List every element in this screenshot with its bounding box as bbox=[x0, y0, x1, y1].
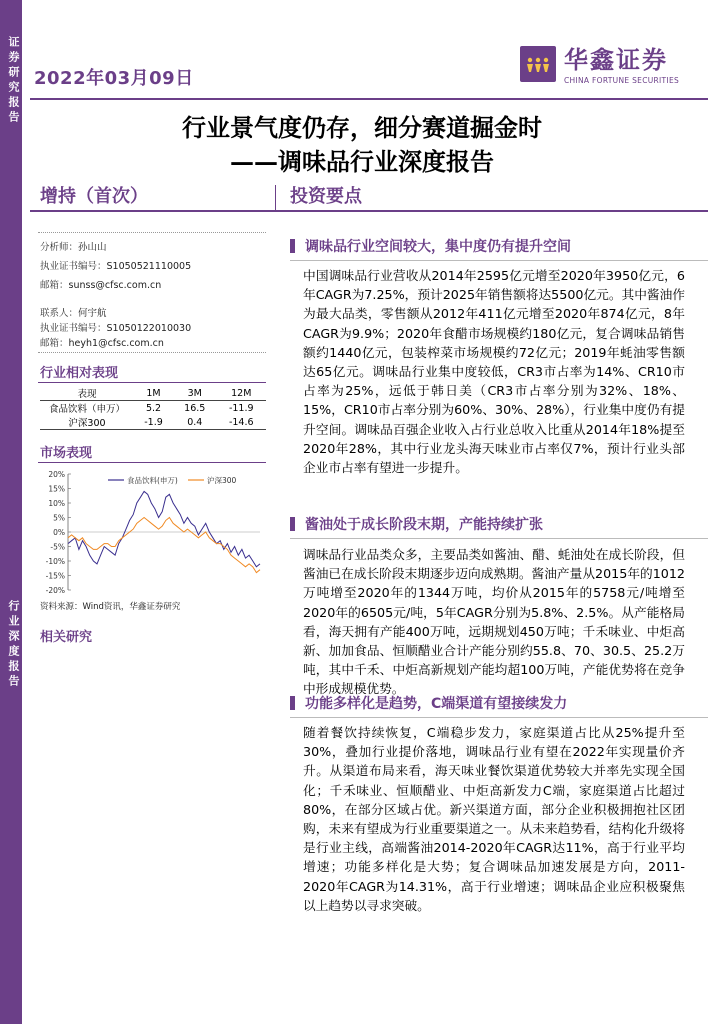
legend-label-2: 沪深300 bbox=[207, 476, 237, 485]
perf-header: 12M bbox=[217, 386, 266, 401]
side-label-top: 证券研究报告 bbox=[7, 36, 20, 126]
heading-marker-icon bbox=[290, 696, 295, 710]
report-title: 行业景气度仍存，细分赛道掘金时 bbox=[182, 113, 542, 142]
y-tick-label: 0% bbox=[53, 528, 65, 537]
logo-english-name: CHINA FORTUNE SECURITIES bbox=[564, 76, 680, 85]
chart-source: 资料来源：Wind资讯，华鑫证券研究 bbox=[40, 602, 181, 612]
y-tick-label: -15% bbox=[45, 571, 65, 581]
analyst-email: 邮箱：sunss@cfsc.com.cn bbox=[40, 280, 162, 291]
heading-divider bbox=[290, 538, 708, 539]
analyst-email-link[interactable]: sunss@cfsc.com.cn bbox=[68, 280, 162, 291]
analyst-cert: 执业证书编号：S1050521110005 bbox=[40, 261, 192, 272]
side-label-bottom: 行业深度报告 bbox=[7, 600, 20, 690]
market-chart bbox=[38, 468, 266, 596]
performance-table bbox=[40, 386, 266, 430]
perf-header: 1M bbox=[134, 386, 173, 401]
table-row: 沪深300 -1.9 0.4 -14.6 bbox=[40, 415, 266, 430]
market-title: 市场表现 bbox=[40, 446, 93, 461]
section-heading-3: 功能多样化是趋势，C端渠道有望接续发力 bbox=[290, 693, 567, 713]
report-date: 2022年03月09日 bbox=[34, 68, 194, 89]
y-tick-label: -5% bbox=[50, 542, 65, 552]
section-body-2: 调味品行业品类众多，主要品类如酱油、醋、蚝油处在成长阶段，但酱油已在成长阶段末期逐步迈向成熟期。酱油产量从2015年的1012万吨增至2020年的1344万吨，均价从2015年的5758元/吨增至2020年的6505元/吨，5年CAGR分别为5.8%、2.5%。从产能格局看，海天拥有产能400万吨，远期规划450万吨；千禾味业、中炬高新、加加食品、恒顺醋业合计产能分别约55.8、70、30.5、25.2万吨，其中千禾、中炬高新规划产能均超100万吨，产能优势将在竞争中形成规模优势。 bbox=[303, 547, 685, 697]
section-heading-2: 酱油处于成长阶段末期，产能持续扩张 bbox=[290, 514, 543, 534]
y-tick-label: -20% bbox=[45, 586, 65, 595]
related-title: 相关研究 bbox=[40, 630, 93, 645]
rating-label: 增持（首次） bbox=[40, 186, 148, 207]
heading-divider bbox=[290, 260, 708, 261]
heading-marker-icon bbox=[290, 517, 295, 531]
heading-divider bbox=[290, 717, 708, 718]
y-tick-label: -10% bbox=[45, 557, 65, 566]
perf-title: 行业相对表现 bbox=[40, 366, 119, 381]
analyst-name: 分析师：孙山山 bbox=[40, 242, 107, 253]
section-body-1: 中国调味品行业营收从2014年2595亿元增至2020年3950亿元，6年CAGR为7.25%，预计2025年销售额将达5500亿元。其中酱油作为最大品类，零售额从2012年411亿元增至2020年874亿元，8年CAGR为9.9%；2020年食醋市场规模约180亿元，复合调味品销售额约1440亿元，包装榨菜市场规模约72亿元；2019年蚝油零售额达65亿元。调味品行业集中度较低，CR3市占率为14%、CR10市占率为25%，远低于韩日美（CR3市占率分别为32%、18%、15%，CR10市占率分别为60%、30%、28%），行业集中度仍有提升空间。调味品百强企业收入占行业总收入比重从2014年18%提至2020年28%，其中行业龙头海天味业市占率仅7%，预计行业头部企业市占率有望进一步提升。 bbox=[303, 268, 685, 476]
section-body-3: 随着餐饮持续恢复，C端稳步发力，家庭渠道占比从25%提升至30%，叠加行业提价落地，调味品行业有望在2022年实现量价齐升。从渠道布局来看，海天味业餐饮渠道优势较大并率先实现全国化；千禾味业、恒顺醋业、中炬高新发力C端，家庭渠道占比超过80%，在部分区域占优。新兴渠道方面，部分企业积极拥抱社区团购，未来有望成为行业重要渠道之一。从未来趋势看，结构化升级将是行业主线，高端酱油2014-2020年CAGR达11%，高于行业平均增速；功能多样化是大势；复合调味品加速发展是方向，2011-2020年CAGR为14.31%，高于行业增速；调味品企业应积极聚焦以上趋势以寻求突破。 bbox=[303, 725, 685, 913]
column-separator bbox=[275, 185, 276, 211]
y-tick-label: 10% bbox=[48, 499, 65, 508]
y-tick-label: 5% bbox=[53, 513, 65, 523]
company-logo bbox=[520, 46, 692, 88]
table-row: 食品饮料（申万） 5.2 16.5 -11.9 bbox=[48, 402, 254, 415]
contact-email-link[interactable]: heyh1@cfsc.com.cn bbox=[68, 338, 164, 349]
dotted-divider bbox=[38, 352, 266, 353]
heading-marker-icon bbox=[290, 239, 295, 253]
logo-mark-icon bbox=[520, 46, 556, 82]
report-subtitle: ——调味品行业深度报告 bbox=[230, 147, 494, 176]
section-divider bbox=[30, 210, 708, 212]
header-divider bbox=[30, 98, 708, 100]
dotted-divider bbox=[38, 232, 266, 233]
y-tick-label: 20% bbox=[48, 470, 65, 479]
market-divider bbox=[38, 462, 266, 463]
contact-name: 联系人：何宇航 bbox=[40, 308, 107, 319]
section-heading-1: 调味品行业空间较大，集中度仍有提升空间 bbox=[290, 236, 571, 256]
contact-cert: 执业证书编号：S1050122010030 bbox=[40, 323, 192, 334]
contact-email: 邮箱：heyh1@cfsc.com.cn bbox=[40, 338, 164, 349]
key-points-title: 投资要点 bbox=[290, 186, 362, 207]
logo-chinese-name: 华鑫证券 bbox=[564, 46, 668, 74]
perf-divider bbox=[38, 382, 266, 383]
perf-header: 3M bbox=[173, 386, 217, 401]
y-tick-label: 15% bbox=[48, 484, 65, 494]
legend-label-1: 食品饮料(申万) bbox=[127, 476, 178, 485]
perf-header: 表现 bbox=[40, 386, 134, 401]
